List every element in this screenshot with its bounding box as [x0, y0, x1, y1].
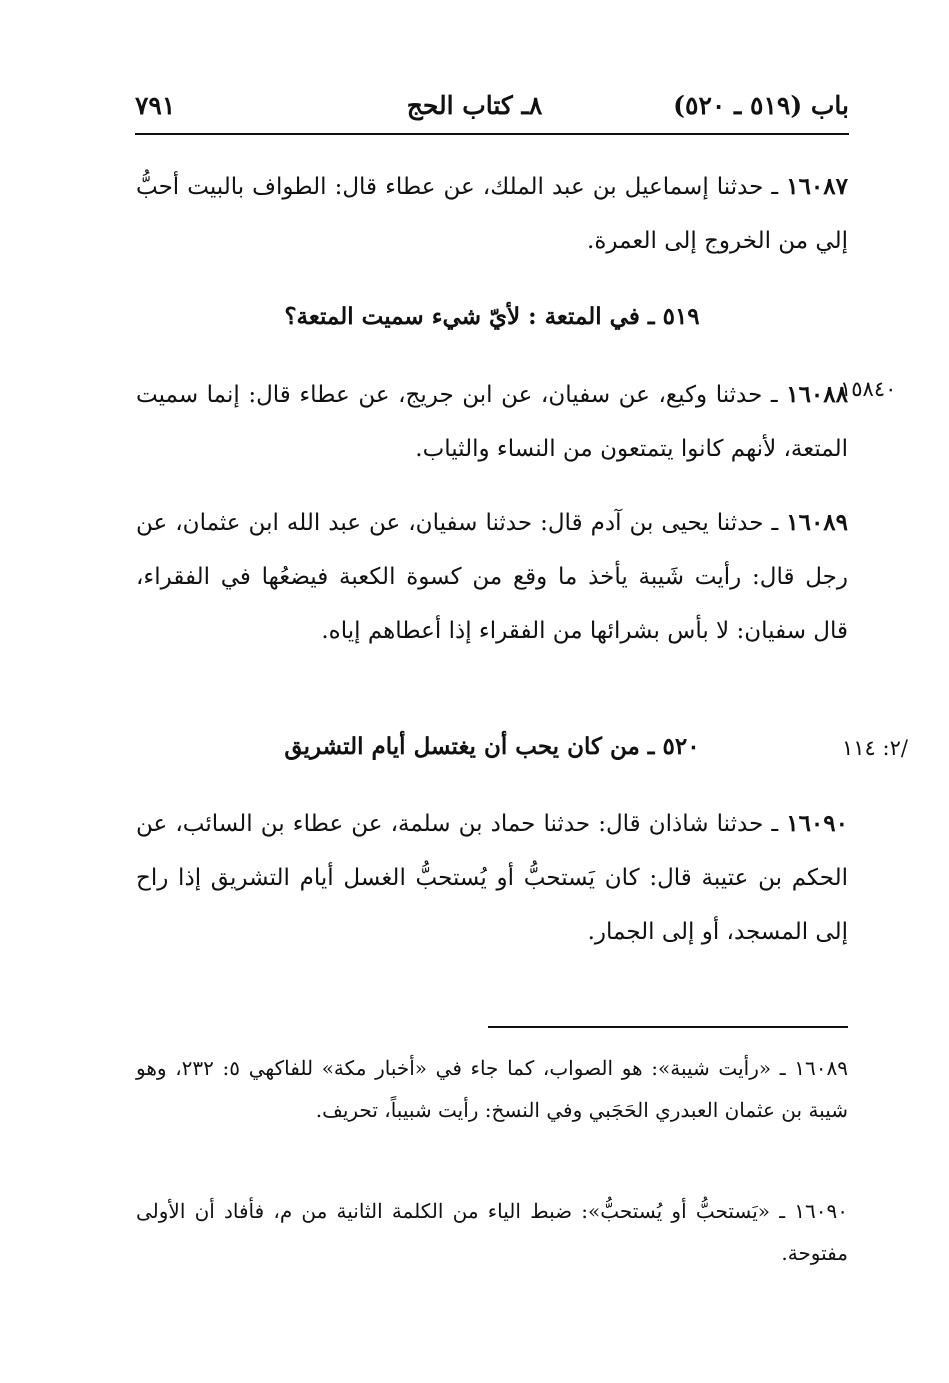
hadith-16090: [136, 797, 848, 959]
section-heading-519: ٥١٩ ـ في المتعة : لأيّ شيء سميت المتعة؟: [284, 303, 700, 330]
footnote-16089: [136, 1047, 848, 1131]
hadith-number: ١٦٠٨٩: [786, 509, 849, 536]
hadith-number: ١٦٠٨٧: [786, 173, 848, 200]
header-rule: [135, 133, 849, 135]
footnote-number: ١٦٠٨٩: [794, 1056, 848, 1080]
margin-reference-volume: /٢: ١١٤: [842, 736, 908, 760]
hadith-text: ـ حدثنا شاذان قال: حدثنا حماد بن سلمة، عن عطاء بن السائب، عن الحكم بن عتيبة قال: كان يَستحبُّ أو يُستحبُّ الغسل أيام التشريق إذا راح إلى المسجد، أو إلى الجمار.: [136, 811, 848, 945]
hadith-number: ١٦٠٨٨: [786, 381, 848, 408]
header-page-number: ٧٩١: [135, 91, 176, 120]
section-heading-520: ٥٢٠ ـ من كان يحب أن يغتسل أيام التشريق: [284, 733, 700, 760]
header-chapter-range: باب (٥١٩ ـ ٥٢٠): [673, 91, 849, 120]
footnote-rule: [488, 1026, 848, 1028]
footnote-text: ـ «رأيت شيبة»: هو الصواب، كما جاء في «أخبار مكة» للفاكهي ٥: ٢٣٢، وهو شيبة بن عثمان العبدري الحَجَبي وفي النسخ: رأيت شبيباً، تحريف.: [136, 1056, 848, 1122]
footnote-number: ١٦٠٩٠: [794, 1199, 848, 1223]
hadith-16087: [136, 160, 848, 268]
margin-reference-15840: ١٥٨٤٠: [840, 377, 897, 401]
hadith-text: ـ حدثنا إسماعيل بن عبد الملك، عن عطاء قال: الطواف بالبيت أحبُّ إلي من الخروج إلى العمرة.: [136, 174, 848, 254]
footnote-16090: [136, 1190, 848, 1274]
hadith-16088: [136, 368, 848, 476]
header-book-title: ٨ـ كتاب الحج: [406, 91, 543, 120]
hadith-text: ـ حدثنا وكيع، عن سفيان، عن ابن جريج، عن عطاء قال: إنما سميت المتعة، لأنهم كانوا يتمتعون من النساء والثياب.: [136, 382, 848, 462]
hadith-text: ـ حدثنا يحيى بن آدم قال: حدثنا سفيان، عن عبد الله ابن عثمان، عن رجل قال: رأيت شَيبة يأخذ ما وقع من كسوة الكعبة فيضعُها في الفقراء، قال سفيان: لا بأس بشرائها من الفقراء إذا أعطاهم إياه.: [136, 510, 848, 644]
footnote-text: ـ «يَستحبُّ أو يُستحبُّ»: ضبط الياء من الكلمة الثانية من م، فأفاد أن الأولى مفتوحة.: [136, 1199, 848, 1265]
hadith-number: ١٦٠٩٠: [786, 810, 848, 837]
hadith-16089: [136, 496, 848, 658]
